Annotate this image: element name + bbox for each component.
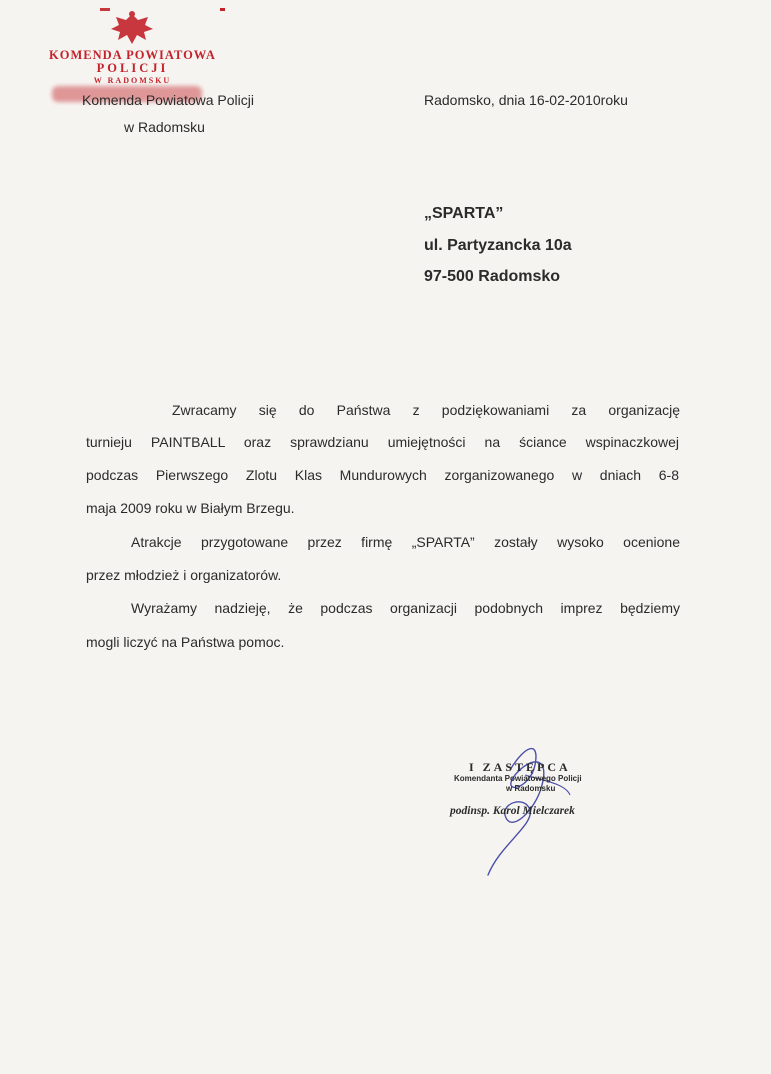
recipient-city: 97-500 Radomsko bbox=[424, 268, 561, 285]
paragraph-3-line-2: mogli liczyć na Państwa pomoc. bbox=[86, 634, 285, 650]
paragraph-3-line-1: Wyrażamy nadzieję, że podczas organizacji podobnych imprez będziemy bbox=[131, 600, 680, 616]
signatory-title: I ZASTĘPCA bbox=[469, 760, 571, 774]
recipient-name: „SPARTA” bbox=[424, 205, 504, 222]
sender-city: w Radomsku bbox=[124, 119, 205, 135]
paragraph-2-line-1: Atrakcje przygotowane przez firmę „SPARTA” zostały wysoko ocenione bbox=[131, 534, 680, 550]
paragraph-1-line-4: maja 2009 roku w Białym Brzegu. bbox=[86, 500, 295, 516]
eagle-emblem-icon bbox=[40, 8, 225, 50]
paragraph-1-line-1: Zwracamy się do Państwa z podziękowaniami za organizację bbox=[172, 402, 680, 418]
stamp-line-1: KOMENDA POWIATOWA bbox=[49, 48, 216, 62]
stamp-line-2: POLICJI bbox=[96, 61, 169, 75]
paragraph-1-line-3: podczas Pierwszego Zlotu Klas Mundurowych zorganizowanego w dniach 6-8 bbox=[86, 467, 679, 483]
stamp-line-3: W RADOMSKU bbox=[93, 76, 172, 85]
paragraph-2-line-2: przez młodzież i organizatorów. bbox=[86, 567, 282, 583]
letter-date: Radomsko, dnia 16-02-2010roku bbox=[424, 92, 628, 108]
signatory-subtitle-1: Komendanta Powiatowego Policji bbox=[454, 774, 582, 783]
recipient-street: ul. Partyzancka 10a bbox=[424, 237, 572, 254]
paragraph-1-line-2: turnieju PAINTBALL oraz sprawdzianu umiejętności na ściance wspinaczkowej bbox=[86, 434, 679, 450]
signatory-subtitle-2: w Radomsku bbox=[506, 784, 556, 793]
sender-name: Komenda Powiatowa Policji bbox=[82, 92, 254, 108]
signatory-name: podinsp. Karol Mielczarek bbox=[450, 805, 575, 817]
